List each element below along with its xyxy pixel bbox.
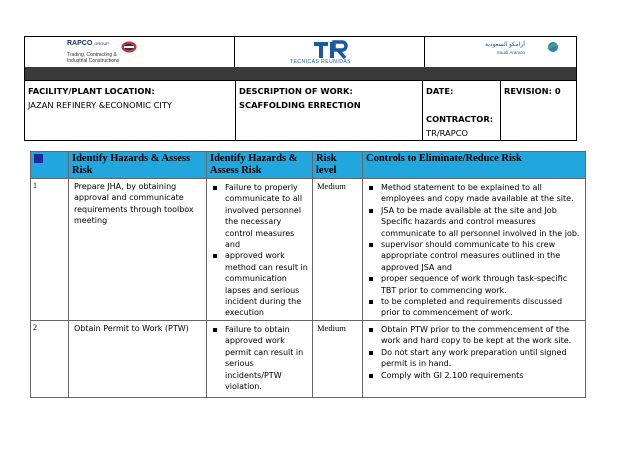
control-item: proper sequence of work through task-specific TBT prior to commencing work. xyxy=(381,273,582,296)
control-item: Method statement to be explained to all employees and copy made available at the site. xyxy=(381,182,582,205)
bullet-icon xyxy=(213,186,217,190)
bullet-icon xyxy=(369,209,373,213)
logo-row xyxy=(25,37,576,67)
controls-cell xyxy=(363,320,586,397)
control-item: to be completed and requirements discussed prior to commencement of work. xyxy=(381,296,582,319)
rapco-logo-cell xyxy=(25,37,235,67)
date-contractor-cell xyxy=(423,81,501,140)
contractor-label: CONTRACTOR: xyxy=(426,114,494,124)
bullet-icon xyxy=(369,186,373,190)
description-value: SCAFFOLDING ERRECTION xyxy=(239,100,361,110)
header-band xyxy=(25,67,576,80)
contractor-value: TR/RAPCO xyxy=(426,128,469,138)
tecnicas-reunidas-wordmark: TECNICAS REUNIDAS xyxy=(290,59,352,65)
tecnicas-logo-cell xyxy=(235,37,425,67)
facility-cell xyxy=(25,81,236,140)
control-item: JSA to be made available at the site and Job Specific hazards and control measures communicate to all personnel involved in the job. xyxy=(381,205,582,239)
bullet-icon xyxy=(369,374,373,378)
bullet-icon xyxy=(369,243,373,247)
aramco-wordmark: أرامكو السعودية Saudi Aramco xyxy=(485,42,525,55)
header-hazards: Identify Hazards & Assess Risk xyxy=(207,152,313,179)
hazard-item: approved work method can result in communication lapses and serious incident during the execution xyxy=(225,250,309,318)
bullet-icon xyxy=(369,351,373,355)
controls-cell xyxy=(363,179,586,321)
header-number-cell xyxy=(31,152,69,179)
control-item: Comply with GI 2.100 requirements xyxy=(381,370,582,381)
revision-label: REVISION: 0 xyxy=(504,86,561,96)
rapco-logo: RAPCO GROUP xyxy=(67,40,109,47)
control-item: supervisor should communicate to his crew appropriate control measures outlined in the approved JSA and xyxy=(381,239,582,273)
hazards-cell xyxy=(207,179,313,321)
aramco-logo-cell xyxy=(425,37,576,67)
row-number: 1 xyxy=(31,179,69,321)
rapco-tagline: Trading, Contracting & Industrial Constructions xyxy=(67,52,120,64)
control-item: Obtain PTW prior to the commencement of the work and hard copy to be kept at the work site. xyxy=(381,324,582,347)
facility-value: JAZAN REFINERY &ECONOMIC CITY xyxy=(28,100,172,110)
bullet-icon xyxy=(213,254,217,258)
hazards-cell xyxy=(207,320,313,397)
header-risk-level: Risk level xyxy=(313,152,363,179)
header-task: Identify Hazards & Assess Risk xyxy=(69,152,207,179)
bullet-icon xyxy=(369,328,373,332)
bullet-icon xyxy=(213,328,217,332)
bullet-icon xyxy=(369,277,373,281)
description-cell xyxy=(236,81,423,140)
hazard-assessment-table xyxy=(30,151,586,398)
tecnicas-reunidas-logo-icon xyxy=(312,40,348,60)
control-item: Do not start any work preparation until signed permit is in hand. xyxy=(381,347,582,370)
task-description: Obtain Permit to Work (PTW) xyxy=(69,320,207,397)
hazard-item: Failure to obtain approved work permit can result in serious incidents/PTW violation. xyxy=(225,324,309,392)
risk-level: Medium xyxy=(313,320,363,397)
date-label: DATE: xyxy=(426,86,454,96)
revision-cell xyxy=(501,81,576,140)
row-number: 2 xyxy=(31,320,69,397)
description-label: DESCRIPTION OF WORK: xyxy=(239,86,353,96)
bullet-icon xyxy=(369,300,373,304)
task-description: Prepare JHA, by obtaining approval and communicate requirements through toolbox meeting xyxy=(69,179,207,321)
document-header xyxy=(24,36,577,141)
table-row xyxy=(31,179,586,321)
facility-label: FACILITY/PLANT LOCATION: xyxy=(28,86,155,96)
risk-level: Medium xyxy=(313,179,363,321)
hazard-item: Failure to properly communicate to all involved personnel the necessary control measures and xyxy=(225,182,309,250)
table-row xyxy=(31,320,586,397)
header-controls: Controls to Eliminate/Reduce Risk xyxy=(363,152,586,179)
aramco-star-icon xyxy=(546,40,560,54)
header-info-row xyxy=(25,80,576,140)
table-header-row xyxy=(31,152,586,179)
header-marker-icon xyxy=(34,154,43,163)
